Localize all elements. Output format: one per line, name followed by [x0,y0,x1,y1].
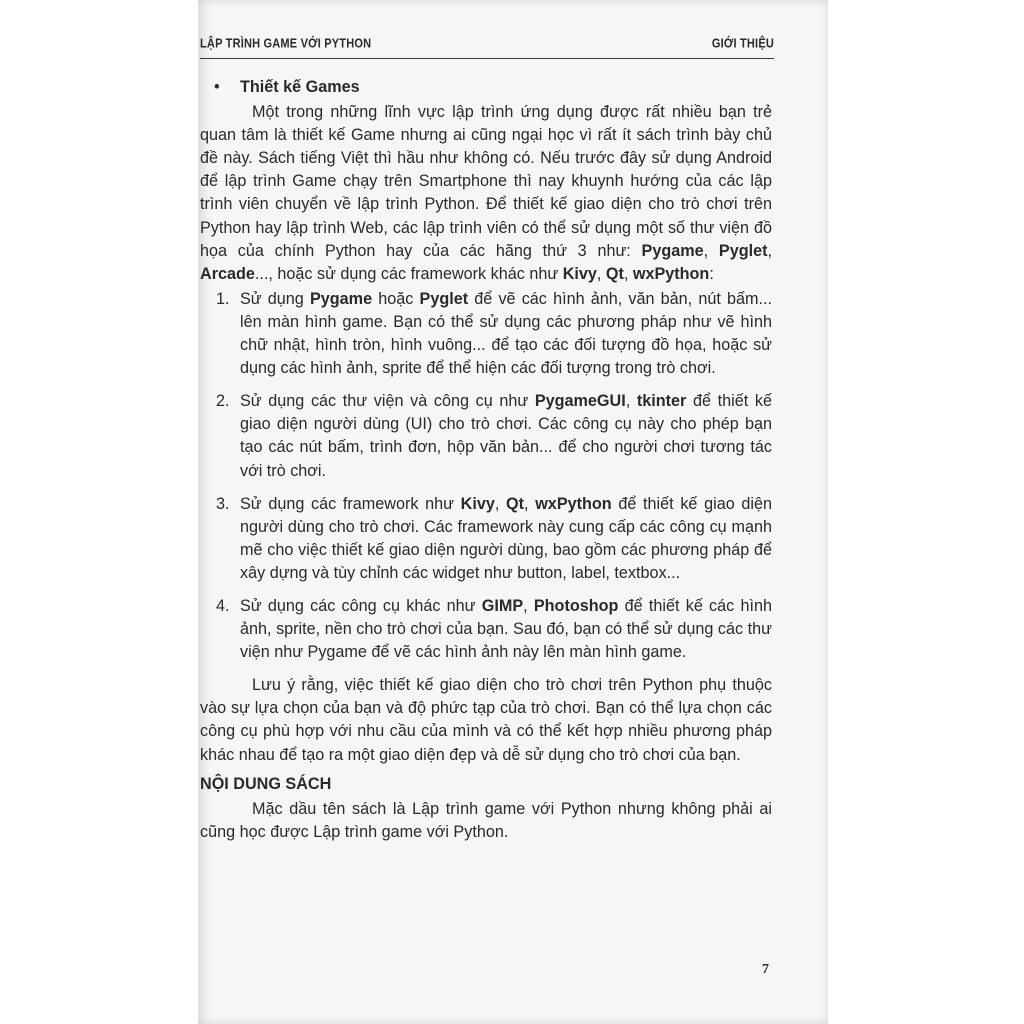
list-item-text: Sử dụng [240,289,310,308]
list-item-bold: PygameGUI [534,392,626,411]
intro-bold-pyglet: Pyglet [718,241,768,260]
page-body [200,76,772,844]
intro-text-3: : [709,264,714,283]
running-header [200,36,774,59]
header-book-title: LẬP TRÌNH GAME VỚI PYTHON [200,37,372,51]
section-paragraph: Mặc dầu tên sách là Lập trình game với Python nhưng không phải ai cũng học được Lập trình game với Python. [200,799,772,841]
note-paragraph: Lưu ý rằng, việc thiết kế giao diện cho trò chơi trên Python phụ thuộc vào sự lựa chọn của bạn và độ phức tạp của trò chơi. Bạn có thể lựa chọn các công cụ phù hợp với nhu cầu của mình và có thể kết hợp nhiều phương pháp khác nhau để tạo ra một giao diện đẹp và dễ sử dụng cho trò chơi của bạn. [200,676,772,764]
header-chapter-title: GIỚI THIỆU [711,37,774,51]
list-item-text: để thiết kế các hình ảnh, sprite, nền cho trò chơi của bạn. Sau đó, bạn có thể sử dụng các thư viện như Pygame để vẽ các hình ảnh này lên màn hình game. [240,596,772,662]
intro-sep-4: , [623,264,633,283]
list-item-bold: Pyglet [419,289,469,308]
intro-sep-1: , [703,241,719,260]
intro-sep-3: , [596,264,606,283]
intro-bold-pygame: Pygame [641,241,704,260]
list-item-number: 3. [216,494,230,513]
list-item-text: , [625,392,637,411]
list-item [200,288,772,380]
list-item-bold: GIMP [481,596,524,615]
intro-bold-arcade: Arcade [200,264,255,283]
list-item-number: 1. [216,289,230,308]
list-item [200,493,772,585]
intro-sep-2: , [767,241,772,260]
list-item-text: , [523,596,534,615]
intro-bold-qt: Qt [605,264,624,283]
list-item-bold: Qt [506,494,525,513]
list-item-bold: tkinter [636,392,687,411]
intro-text-2: ..., hoặc sử dụng các framework khác như [254,264,563,283]
intro-paragraph [200,101,772,286]
list-item-text: để vẽ các hình ảnh, văn bản, nút bấm... lên màn hình game. Bạn có thể sử dụng các phương pháp như vẽ hình chữ nhật, hình tròn, hình vuông... để tạo các đối tượng đồ họa, hoặc sử dụng các hình ảnh, sprite để thể hiện các đối tượng trong trò chơi. [240,289,772,378]
list-item [200,595,772,664]
list-item-text: Sử dụng các framework như [240,494,461,513]
numbered-list [200,288,772,664]
list-item-bold: Pygame [309,289,373,308]
list-item-text: Sử dụng các công cụ khác như [240,596,482,615]
list-item-text: Sử dụng các thư viện và công cụ như [240,392,535,411]
page-number: 7 [762,962,769,977]
bullet-heading [200,76,772,99]
bullet-dot: • [214,78,220,96]
intro-bold-wxpython: wxPython [632,264,710,283]
list-item-text: để thiết kế giao diện người dùng (UI) cho trò chơi. Các công cụ này cho phép bạn tạo các nút bấm, trình đơn, hộp văn bản... để cho người chơi tương tác với trò chơi. [240,392,773,480]
list-item [200,390,772,482]
list-item-bold: wxPython [535,494,612,513]
intro-bold-kivy: Kivy [562,264,597,283]
list-item-text: hoặc [372,289,420,308]
bullet-heading-text: Thiết kế Games [240,78,360,96]
list-item-bold: Kivy [460,494,495,513]
list-item-text: , [524,494,536,513]
list-item-number: 4. [216,596,230,615]
list-item-number: 2. [216,392,230,411]
list-item-text: để thiết kế giao diện người dùng cho trò chơi. Các framework này cung cấp các công cụ mạnh mẽ cho việc thiết kế giao diện người dùng, bao gồm các phương pháp để xây dựng và tùy chỉnh các widget như button, label, textbox... [240,494,772,582]
list-item-text: , [494,494,507,513]
intro-text-1: Một trong những lĩnh vực lập trình ứng dụng được rất nhiều bạn trẻ quan tâm là thiết kế Game nhưng ai cũng ngại học vì rất ít sách trình bày chủ đề này. Sách tiếng Việt thì hầu như không có. Nếu trước đây sử dụng Android để lập trình Game chạy trên Smartphone thì nay khuynh hướng của các lập trình viên chuyển về lập trình Python. Để thiết kế giao diện cho trò chơi trên Python hay lập trình Web, các lập trình viên có thể sử dụng một số thư viện đồ họa của chính Python hay của các hãng thứ 3 như: [200,103,772,260]
list-item-bold: Photoshop [533,596,619,615]
section-heading: NỘI DUNG SÁCH [200,774,332,793]
